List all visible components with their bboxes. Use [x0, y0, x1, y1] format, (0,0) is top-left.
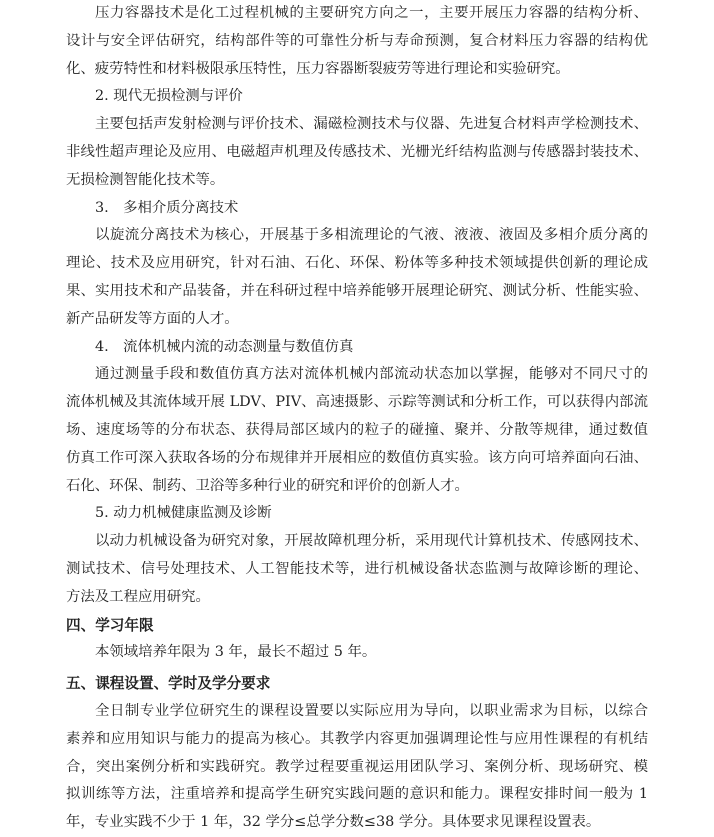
- text-line: 5. 动力机械健康监测及诊断: [95, 505, 272, 522]
- para-pressure-vessel: [66, 0, 648, 83]
- text-line: 以动力机械设备为研究对象，开展故障机理分析，采用现代计算机技术、传感网技术、: [95, 533, 648, 550]
- item-2-nondestructive-testing: [66, 83, 648, 111]
- text-line: 理论、技术及应用研究，针对石油、石化、环保、粉体等多种技术领域提供创新的理论成: [66, 255, 648, 272]
- text-line: 以旋流分离技术为核心，开展基于多相流理论的气液、液液、液固及多相介质分离的: [95, 227, 648, 244]
- text-line: 果、实用技术和产品装备，并在科研过程中培养能够开展理论研究、测试分析、性能实验、: [66, 282, 648, 299]
- text-line: 仿真工作可深入获取各场的分布规律并开展相应的数值仿真实验。该方向可培养面向石油、: [66, 449, 648, 466]
- para-fluid-machinery: [66, 361, 648, 500]
- text-line: 拟训练等方法，注重培养和提高学生研究实践问题的意识和能力。课程安排时间一般为 1: [66, 786, 648, 803]
- text-line: 全日制专业学位研究生的课程设置要以实际应用为导向，以职业需求为目标，以综合: [95, 702, 648, 719]
- text-line: 非线性超声理论及应用、电磁超声机理及传感技术、光栅光纤结构监测与传感器封装技术、: [66, 143, 648, 160]
- text-line: 主要包括声发射检测与评价技术、漏磁检测技术与仪器、先进复合材料声学检测技术、: [95, 116, 648, 133]
- text-line: 新产品研发等方面的人才。: [66, 310, 239, 327]
- text-line: 本领域培养年限为 3 年，最长不超过 5 年。: [95, 644, 377, 661]
- text-line: 四、学习年限: [66, 616, 154, 634]
- para-nondestructive-testing: [66, 111, 648, 194]
- item-5-power-machinery: [66, 500, 648, 528]
- para-multiphase-separation: [66, 222, 648, 333]
- text-line: 2. 现代无损检测与评价: [95, 88, 243, 105]
- text-line: 流体机械及其流体域开展 LDV、PIV、高速摄影、示踪等测试和分析工作，可以获得内部流: [66, 394, 648, 411]
- text-line: 石化、环保、制药、卫浴等多种行业的研究和评价的创新人才。: [66, 477, 469, 494]
- text-line: 4. 流体机械内流的动态测量与数值仿真: [95, 338, 354, 355]
- text-line: 设计与安全评估研究，结构部件等的可靠性分析与寿命预测，复合材料压力容器的结构优: [66, 32, 648, 49]
- text-line: 合，突出案例分析和实践研究。教学过程要重视运用团队学习、案例分析、现场研究、模: [66, 758, 648, 775]
- document-body: [66, 0, 648, 837]
- heading-section-4-study-duration: [66, 612, 648, 640]
- item-3-multiphase-separation: [66, 195, 648, 223]
- item-4-fluid-machinery: [66, 334, 648, 362]
- para-study-duration: [66, 639, 648, 667]
- text-line: 测试技术、信号处理技术、人工智能技术等，进行机械设备状态监测与故障诊断的理论、: [66, 560, 648, 577]
- text-line: 无损检测智能化技术等。: [66, 171, 225, 188]
- heading-section-5-course-requirements: [66, 670, 648, 698]
- text-line: 素养和应用知识与能力的提高为核心。其教学内容更加强调理论性与应用性课程的有机结: [66, 730, 648, 747]
- text-line: 3. 多相介质分离技术: [95, 199, 239, 216]
- text-line: 场、速度场等的分布状态、获得局部区域内的粒子的碰撞、聚并、分散等规律，通过数值: [66, 421, 648, 438]
- text-line: 五、课程设置、学时及学分要求: [66, 675, 271, 693]
- text-line: 方法及工程应用研究。: [66, 588, 210, 605]
- text-line: 通过测量手段和数值仿真方法对流体机械内部流动状态加以掌握，能够对不同尺寸的: [95, 366, 648, 383]
- para-power-machinery: [66, 528, 648, 611]
- text-line: 化、疲劳特性和材料极限承压特性，压力容器断裂疲劳等进行理论和实验研究。: [66, 60, 570, 77]
- para-course-requirements: [66, 698, 648, 837]
- text-line: 年，专业实践不少于 1 年，32 学分≤总学分数≤38 学分。具体要求见课程设置表。: [66, 814, 601, 831]
- text-line: 压力容器技术是化工过程机械的主要研究方向之一，主要开展压力容器的结构分析、: [95, 5, 648, 21]
